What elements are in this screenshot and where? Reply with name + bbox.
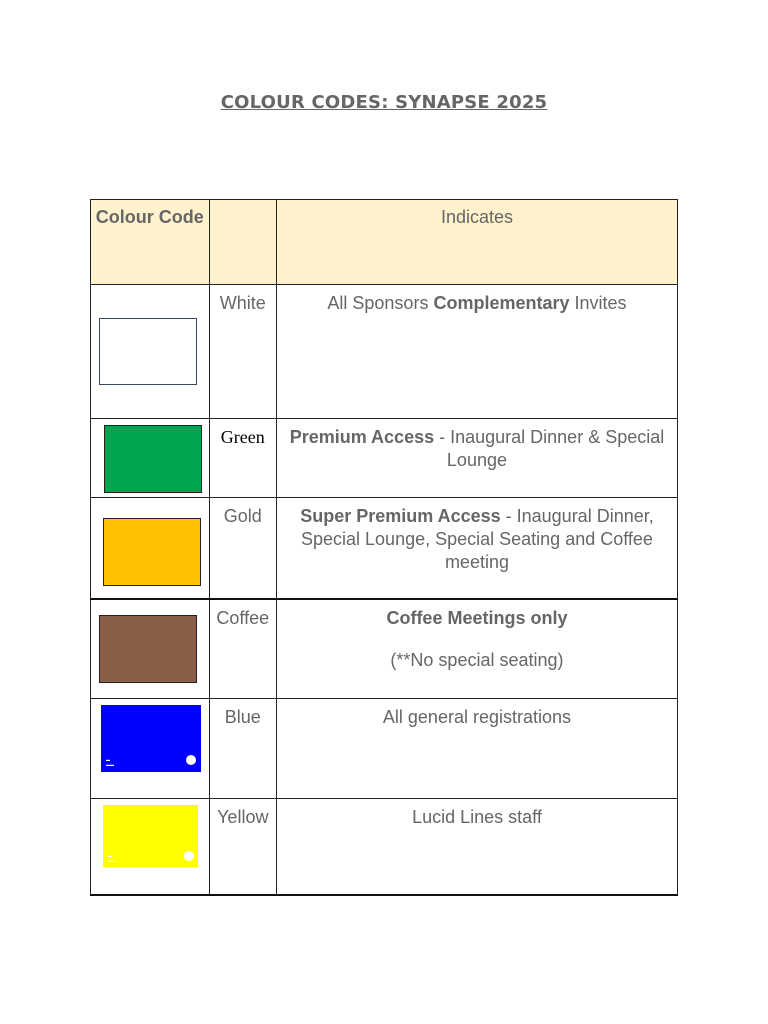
badge-text-decoration: ▬ ▬▬ [106, 757, 114, 767]
coffee-swatch [99, 615, 197, 683]
colour-name-white: White [209, 285, 276, 419]
desc-white: All Sponsors Complementary Invites [276, 285, 677, 419]
desc-yellow: Lucid Lines staff [276, 799, 677, 895]
table-row-white [91, 285, 678, 419]
swatch-cell [91, 799, 210, 895]
yellow-badge-image [103, 805, 198, 867]
page-title: COLOUR CODES: SYNAPSE 2025 [220, 92, 548, 113]
table-row-yellow [91, 799, 678, 895]
colour-name-gold: Gold [209, 498, 276, 599]
colour-name-coffee: Coffee [209, 599, 276, 699]
desc-coffee [276, 599, 677, 699]
green-swatch [104, 425, 202, 493]
table-row-gold [91, 498, 678, 599]
coffee-desc-note: (**No special seating) [390, 649, 564, 670]
colour-name-green: Green [209, 419, 276, 498]
table-row-blue [91, 699, 678, 799]
header-indicates: Indicates [276, 200, 677, 285]
table-header-row [91, 200, 678, 285]
logo-icon [184, 851, 194, 861]
desc-blue: All general registrations [276, 699, 677, 799]
header-colour-code: Colour Code [91, 200, 210, 285]
logo-icon [186, 755, 196, 765]
coffee-desc-main: Coffee Meetings only [386, 607, 568, 628]
colour-codes-table [90, 199, 678, 896]
colour-name-blue: Blue [209, 699, 276, 799]
desc-green: Premium Access - Inaugural Dinner & Special Lounge [276, 419, 677, 498]
gold-swatch [103, 518, 201, 586]
white-swatch [99, 318, 197, 385]
header-name [209, 200, 276, 285]
swatch-cell [91, 285, 210, 419]
blue-badge-image [101, 705, 201, 772]
swatch-cell [91, 498, 210, 599]
table-row-coffee [91, 599, 678, 699]
desc-gold: Super Premium Access - Inaugural Dinner, Special Lounge, Special Seating and Coffee meeting [276, 498, 677, 599]
swatch-cell [91, 599, 210, 699]
table-row-green [91, 419, 678, 498]
swatch-cell [91, 419, 210, 498]
swatch-cell [91, 699, 210, 799]
colour-name-yellow: Yellow [209, 799, 276, 895]
badge-text-decoration: ▬ ▬▬ [108, 853, 116, 863]
